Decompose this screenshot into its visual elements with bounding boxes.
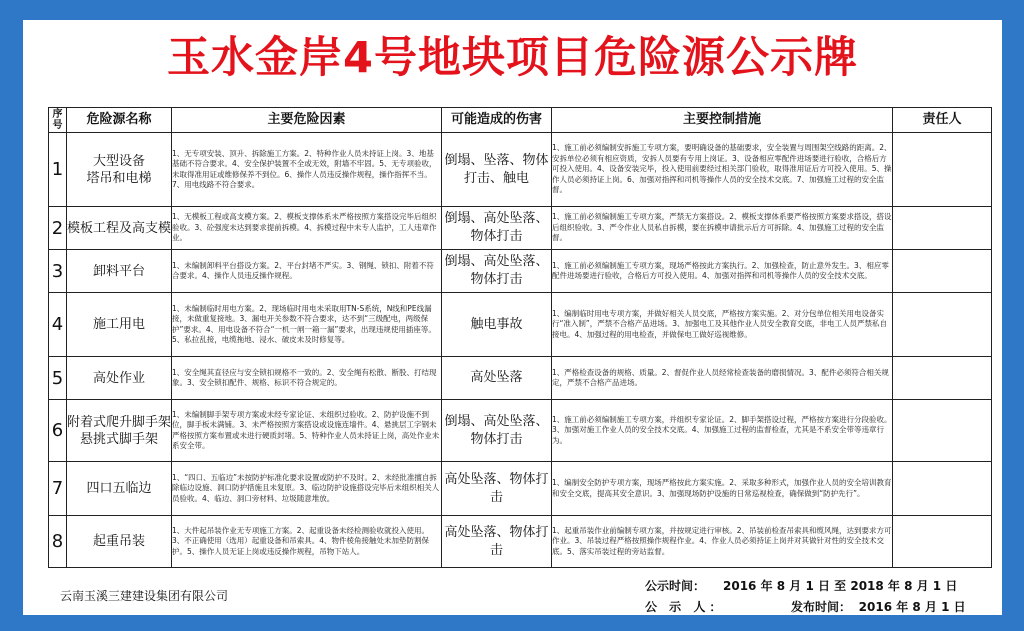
hazard-factors: 1、无模板工程或高支模方案。2、模板支撑体系未严格按照方案搭设完毕后组织验收。3、砼强度未达到要求提前拆模。4、拆模过程中未专人监护，工人违章作业。 — [172, 207, 442, 250]
hazard-name: 大型设备 塔吊和电梯 — [67, 133, 172, 207]
row-number: 7 — [49, 462, 67, 516]
row-number: 1 — [49, 133, 67, 207]
row-number: 8 — [49, 516, 67, 568]
responsible-person — [893, 462, 992, 516]
header-harm: 可能造成的伤害 — [442, 108, 552, 133]
control-measures: 1、施工前必须编制施工专项方案，现场严格按此方案执行。2、加强检查，防止意外发生。3、相应零配件进场要进行验收，合格后方可投入使用。4、加强对指挥和司机等操作人员的安全技术交底。 — [552, 250, 893, 293]
table-row — [49, 133, 992, 207]
hazard-factors: 1、未编制卸料平台搭设方案。2、平台封堵不严实。3、钢绳、锁扣、附着不符合要求。4、操作人员违反操作规程。 — [172, 250, 442, 293]
header-measures: 主要控制措施 — [552, 108, 893, 133]
hazard-table — [48, 107, 992, 568]
table-row — [49, 516, 992, 568]
table-row — [49, 462, 992, 516]
table-header-row — [49, 108, 992, 133]
hazard-factors: 1、安全绳其直径应与安全锁扣规格不一致的。2、安全绳有松散、断股、打结现象。3、安全锁扣配件、规格、标识不符合规定的。 — [172, 357, 442, 400]
possible-harm: 倒塌、高处坠落、物体打击 — [442, 250, 552, 293]
publisher-row — [645, 597, 966, 618]
row-number: 4 — [49, 293, 67, 357]
responsible-person — [893, 250, 992, 293]
hazard-name: 起重吊装 — [67, 516, 172, 568]
hazard-factors: 1、未编制脚手架专项方案或未经专家论证、未组织过验收。2、防护设施不到位，脚手板未满铺。3、未严格按照方案搭设或设施连墙件。4、悬挑层工字钢未严格按照方案布置或未进行硬质封堵。5、特种作业人员未持证上岗，高处作业未系安全带。 — [172, 400, 442, 462]
hazard-factors: 1、“四口、五临边”未按防护标准化要求设置或防护不及时。2、未经批准擅自拆除临边设施、洞口防护措施且未复原。3、临边防护设施搭设完毕后未组织相关人员验收。4、临边、洞口旁材料、垃圾随意堆放。 — [172, 462, 442, 516]
hazard-factors: 1、未编制临时用电方案。2、现场临时用电未采取用TN-S系统，N线和PE线漏接，未做重复接地。3、漏电开关参数不符合要求，达不到“三级配电，两级保护”要求。4、用电设备不符合“一机一闸一箱一漏”要求，出现违规使用插座等。5、私拉乱接，电缆拖地、浸水、破皮未及时修复等。 — [172, 293, 442, 357]
table-row — [49, 400, 992, 462]
possible-harm: 高处坠落、物体打击 — [442, 462, 552, 516]
hazard-name: 四口五临边 — [67, 462, 172, 516]
release-time-value: 2016 年 8 月 1 日 — [858, 600, 966, 614]
header-seq: 序号 — [49, 108, 67, 133]
header-responsible: 责任人 — [893, 108, 992, 133]
release-label: 发布时间： — [791, 600, 852, 614]
hazard-factors: 1、大件起吊装作业无专项施工方案。2、起重设备未经检测验收就投入使用。3、不正确使用（选用）起重设备和吊索具。4、物件棱角接触处未加垫防割保护。5、操作人员无证上岗或违反操作规程，吊物下站人。 — [172, 516, 442, 568]
control-measures: 1、施工前必须编制施工专项方案，严禁无方案搭设。2、模板支撑体系要严格按照方案要求搭设，搭设后组织验收。3、严令作业人员私自拆模，要在拆模申请批示后方可拆除。4、加强施工过程的安全监督。 — [552, 207, 893, 250]
possible-harm: 倒塌、坠落、物体打击、触电 — [442, 133, 552, 207]
control-measures: 1、起重吊装作业前编制专项方案，并按规定进行审核。2、吊装前检查吊索具和缆风绳，达到要求方可作业。3、吊装过程严格按照操作规程作业。4、作业人员必须持证上岗并对其做针对性的安全技术交底。5、落实吊装过程的旁站监督。 — [552, 516, 893, 568]
responsible-person — [893, 516, 992, 568]
responsible-person — [893, 133, 992, 207]
header-factors: 主要危险因素 — [172, 108, 442, 133]
publish-time-row — [645, 576, 966, 597]
publisher-label: 公 示 人： — [645, 600, 726, 614]
hazard-name: 附着式爬升脚手架 悬挑式脚手架 — [67, 400, 172, 462]
possible-harm: 倒塌、高处坠落、物体打击 — [442, 207, 552, 250]
control-measures: 1、施工前必须编制安拆施工专项方案，要明确设备的基础要求，安全装置与周围架空线路的距离。2、安拆单位必须有相应资质，安拆人员要有专用上岗证。3、设备相应零配件进场要进行验收，合格后方可投入使用。4、设备安装完毕，投入使用前要经过相关部门验收，取得准用证后方可投入使用。5、操作人员必须持证上岗。6、加强对指挥和司机等操作人员的安全技术交底。7、加强施工过程的安全监督。 — [552, 133, 893, 207]
table-row — [49, 357, 992, 400]
publish-time-value: 2016 年 8 月 1 日 至 2018 年 8 月 1 日 — [723, 579, 958, 593]
board-title: 玉水金岸4号地块项目危险源公示牌 — [167, 33, 858, 83]
row-number: 6 — [49, 400, 67, 462]
control-measures: 1、严格检查设备的规格、质量。2、督促作业人员经常检查装备的磨损情况。3、配件必须符合相关规定，严禁不合格产品进场。 — [552, 357, 893, 400]
hazard-name: 卸料平台 — [67, 250, 172, 293]
possible-harm: 高处坠落 — [442, 357, 552, 400]
row-number: 5 — [49, 357, 67, 400]
control-measures: 1、编制安全防护专项方案，现场严格按此方案实施。2、采取多种形式，加强作业人员的安全培训教育和安全交底，提高其安全意识。3、加强现场防护设施的日常巡视检查，确保做到“防护先行”。 — [552, 462, 893, 516]
table-row — [49, 207, 992, 250]
hazard-name: 施工用电 — [67, 293, 172, 357]
row-number: 3 — [49, 250, 67, 293]
footer-info — [645, 576, 966, 618]
hazard-name: 高处作业 — [67, 357, 172, 400]
possible-harm: 倒塌、高处坠落、物体打击 — [442, 400, 552, 462]
hazard-notice-board — [23, 20, 1002, 615]
responsible-person — [893, 207, 992, 250]
possible-harm: 高处坠落、物体打击 — [442, 516, 552, 568]
possible-harm: 触电事故 — [442, 293, 552, 357]
control-measures: 1、编制临时用电专项方案，并做好相关人员交底，严格按方案实施。2、对分包单位相关用电设备实行“准入制”，严禁不合格产品进场。3、加强电工及其他作业人员安全教育交底，非电工人员严禁私自接电。4、加强过程的用电检查，并做保电工做好巡视维修。 — [552, 293, 893, 357]
responsible-person — [893, 400, 992, 462]
table-row — [49, 293, 992, 357]
table-row — [49, 250, 992, 293]
company-name: 云南玉溪三建建设集团有限公司 — [60, 589, 229, 603]
hazard-factors: 1、无专项安装、顶升、拆除施工方案。2、特种作业人员未持证上岗。3、地基基础不符合要求。4、安全保护装置不全或无效，附墙不牢固。5、无专项验收，未取得准用证或维修保养不到位。6、操作人员违反操作规程，操作指挥不当。7、用电线路不符合要求。 — [172, 133, 442, 207]
control-measures: 1、施工前必须编制施工专项方案，并组织专家论证。2、脚手架搭设过程，严格按方案进行分段验收。3、加强对施工作业人员的安全技术交底。4、加强施工过程的监督检查，尤其是不系安全带等违章行为。 — [552, 400, 893, 462]
responsible-person — [893, 293, 992, 357]
row-number: 2 — [49, 207, 67, 250]
publish-time-label: 公示时间： — [645, 579, 706, 593]
responsible-person — [893, 357, 992, 400]
hazard-name: 模板工程及高支模 — [67, 207, 172, 250]
header-name: 危险源名称 — [67, 108, 172, 133]
